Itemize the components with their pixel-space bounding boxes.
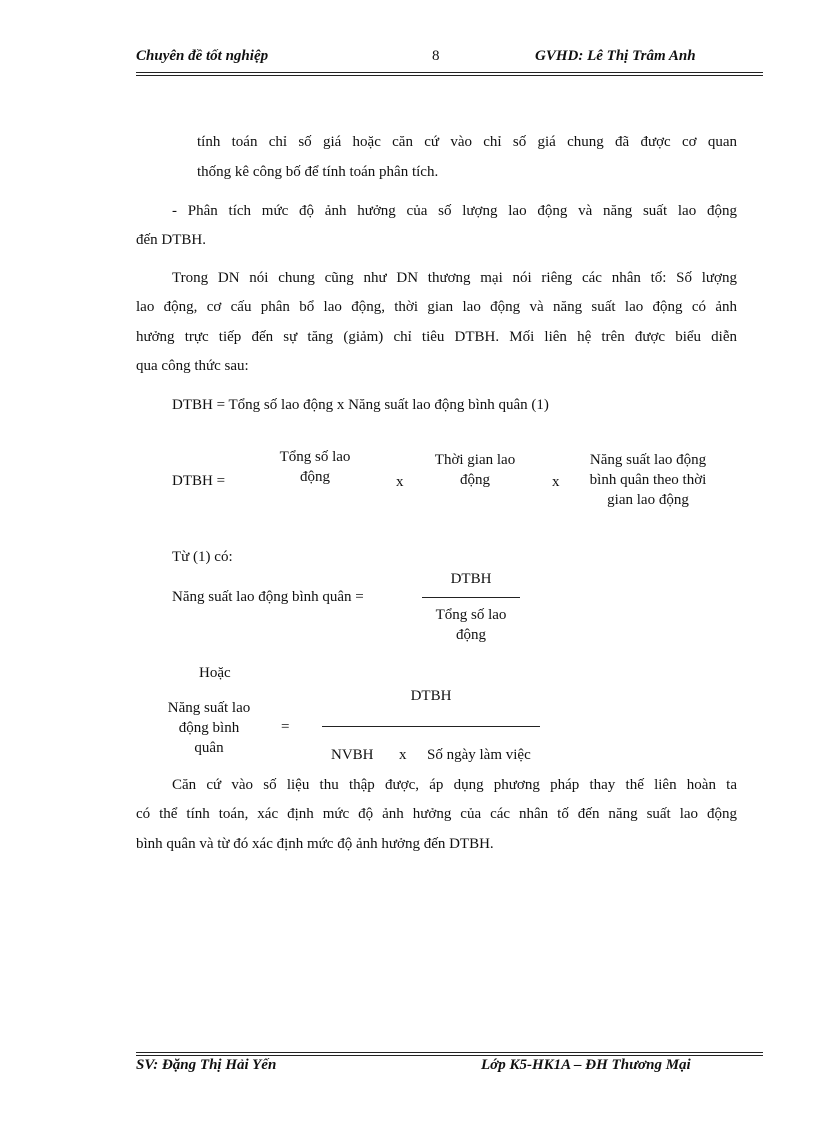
paragraph-3-line-1: Trong DN nói chung cũng như DN thương mại nói riêng các nhân tố: Số lượng bbox=[172, 270, 737, 286]
closing-line-1: Căn cứ vào số liệu thu thập được, áp dụng phương pháp thay thế liên hoàn ta bbox=[172, 777, 737, 793]
header-rule-bottom bbox=[136, 75, 763, 76]
formula-2-multiply-1: x bbox=[396, 474, 404, 490]
closing-line-3: bình quân và từ đó xác định mức độ ảnh hưởng đến DTBH. bbox=[136, 836, 494, 852]
formula-4-den-multiply: x bbox=[399, 747, 407, 763]
closing-line-2: có thể tính toán, xác định mức độ ảnh hưởng của các nhân tố đến năng suất lao động bbox=[136, 806, 737, 822]
paragraph-1-line-1: tính toán chỉ số giá hoặc căn cứ vào chỉ số giá chung đã được cơ quan bbox=[197, 134, 737, 150]
paragraph-2-line-2: đến DTBH. bbox=[136, 232, 206, 248]
formula-2-multiply-2: x bbox=[552, 474, 560, 490]
formula-2-term-labor-time: Thời gian lao động bbox=[434, 452, 516, 488]
footer-rule-top bbox=[136, 1052, 763, 1053]
formula-3-intro: Từ (1) có: bbox=[172, 549, 233, 565]
formula-3-numerator: DTBH bbox=[450, 571, 492, 587]
paragraph-2-line-1: - Phân tích mức độ ảnh hưởng của số lượng lao động và năng suất lao động bbox=[172, 203, 737, 219]
formula-4-lhs: Năng suất lao động bình quân bbox=[167, 700, 251, 756]
footer-student: SV: Đặng Thị Hải Yến bbox=[136, 1057, 277, 1073]
paragraph-3-line-2: lao động, cơ cấu phân bổ lao động, thời gian lao động và năng suất lao động có ảnh bbox=[136, 299, 737, 315]
footer-rule-bottom bbox=[136, 1055, 763, 1056]
formula-4-numerator: DTBH bbox=[410, 688, 452, 704]
formula-1: DTBH = Tổng số lao động x Năng suất lao động bình quân (1) bbox=[172, 397, 549, 413]
formula-4-or: Hoặc bbox=[199, 665, 231, 681]
formula-2-lhs: DTBH = bbox=[172, 473, 226, 489]
formula-3-fraction-bar bbox=[422, 597, 520, 598]
formula-4-den-working-days: Số ngày làm việc bbox=[427, 747, 531, 763]
formula-4-fraction-bar bbox=[322, 726, 540, 727]
formula-4-equals: = bbox=[281, 719, 290, 735]
page-number: 8 bbox=[432, 48, 440, 64]
footer-class: Lớp K5-HK1A – ĐH Thương Mại bbox=[481, 1057, 691, 1073]
formula-2-term-total-labor: Tổng số lao động bbox=[279, 449, 351, 485]
header-left-title: Chuyên đề tốt nghiệp bbox=[136, 48, 269, 64]
formula-3-denominator: Tổng số lao động bbox=[435, 607, 507, 643]
paragraph-1-line-2: thống kê công bố để tính toán phân tích. bbox=[197, 164, 439, 180]
formula-2-term-productivity: Năng suất lao động bình quân theo thời gian lao động bbox=[589, 452, 707, 508]
formula-3-lhs: Năng suất lao động bình quân = bbox=[172, 589, 364, 605]
header-right-advisor: GVHD: Lê Thị Trâm Anh bbox=[535, 48, 696, 64]
paragraph-3-line-4: qua công thức sau: bbox=[136, 358, 249, 374]
header-rule-top bbox=[136, 72, 763, 73]
formula-4-den-nvbh: NVBH bbox=[331, 747, 374, 763]
paragraph-3-line-3: hưởng trực tiếp đến sự tăng (giảm) chỉ tiêu DTBH. Mối liên hệ trên được biểu diễn bbox=[136, 329, 737, 345]
